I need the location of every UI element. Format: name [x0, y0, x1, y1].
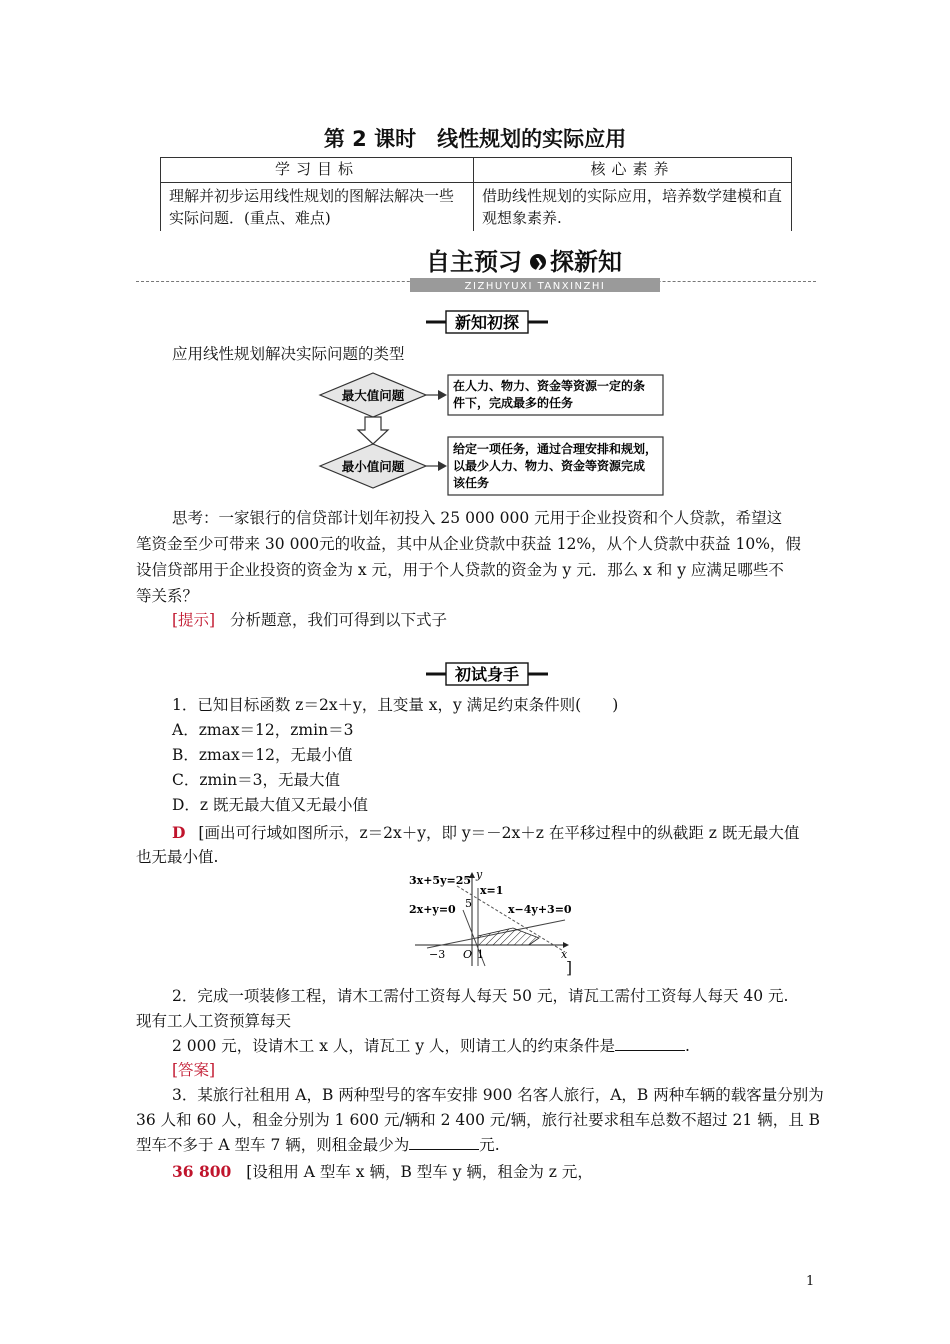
section-tag-try	[422, 662, 552, 686]
q3-line-3-text: 型车不多于 A 型车 7 辆，则租金最少为	[136, 1136, 410, 1154]
banner-main: 自主预习	[426, 248, 522, 276]
graph-label-l1: 3x+5y=25	[409, 874, 471, 887]
goals-header-1: 学习目标	[161, 158, 474, 183]
max-desc-1: 在人力、物力、资金等资源一定的条	[453, 379, 646, 393]
arrow-right-icon	[438, 390, 447, 400]
think-line-2: 笔资金至少可带来 30 000元的收益，其中从企业贷款中获益 12%，从个人贷款中获益 10%，假	[136, 535, 801, 553]
intro-text: 应用线性规划解决实际问题的类型	[172, 345, 405, 363]
goals-header-2: 核心素养	[474, 158, 792, 183]
max-desc-2: 件下，完成最多的任务	[453, 396, 574, 410]
page-title: 第 2 课时 线性规划的实际应用	[323, 127, 627, 151]
q1-explain-row	[172, 820, 799, 846]
q2-answer-blank[interactable]	[615, 1036, 685, 1051]
section-tag-new-label: 新知初探	[454, 313, 520, 332]
section-tag-new	[422, 310, 552, 334]
think-line-1: 思考：一家银行的信贷部计划年初投入 25 000 000 元用于企业投资和个人贷款，希望这	[172, 509, 783, 527]
q1-explain-2: 也无最小值.	[136, 848, 219, 866]
q2-answer-tag: [答案]	[172, 1061, 216, 1079]
q3-explain: [设租用 A 型车 x 辆，B 型车 y 辆，租金为 z 元，	[246, 1163, 593, 1181]
flow-diagram	[310, 370, 670, 500]
max-label: 最大值问题	[341, 388, 405, 403]
min-desc-2: 以最少人力、物力、资金等资源完成	[453, 459, 646, 473]
think-line-3: 设信贷部用于企业投资的资金为 x 元，用于个人贷款的资金为 y 元．那么 x 和 y 应满足哪些不	[136, 561, 784, 579]
q3-line-3	[136, 1133, 500, 1158]
q3-explain-row	[172, 1159, 593, 1185]
graph-label-l2: x=1	[480, 884, 504, 897]
q3-answer-blank[interactable]	[409, 1135, 479, 1150]
q3-answer: 36 800	[172, 1162, 232, 1181]
q2-line-1: 2．完成一项装修工程，请木工需付工资每人每天 50 元，请瓦工需付工资每人每天 40 元.	[172, 987, 789, 1005]
q1-stem: 1．已知目标函数 z＝2x＋y，且变量 x，y 满足约束条件则( )	[172, 696, 619, 714]
min-desc-3: 该任务	[453, 476, 490, 490]
feasible-region-graph	[405, 870, 575, 970]
graph-tick-1: 1	[477, 948, 484, 961]
graph-tick-5: 5	[465, 897, 472, 910]
banner-arrow: ❯	[534, 256, 545, 270]
goals-table	[160, 157, 792, 231]
section-tag-try-label: 初试身手	[454, 665, 520, 684]
q3-line-2: 36 人和 60 人，租金分别为 1 600 元/辆和 2 400 元/辆，旅行社要求租车总数不超过 21 辆，且 B	[136, 1111, 821, 1129]
q2-line-3-text: 2 000 元，设请木工 x 人，请瓦工 y 人，则请工人的约束条件是	[172, 1037, 616, 1055]
graph-y-axis: y	[476, 870, 483, 881]
graph-label-l4: x−4y+3=0	[508, 903, 572, 916]
q1-choice-c: C．zmin＝3，无最大值	[172, 771, 341, 789]
q2-line-3	[172, 1034, 690, 1059]
think-line-4: 等关系？	[136, 587, 199, 605]
q3-line-1: 3．某旅行社租用 A，B 两种型号的客车安排 900 名客人旅行，A，B 两种车辆的载客量分别为	[172, 1086, 824, 1104]
graph-origin: O	[463, 948, 473, 961]
q1-choice-b: B．zmax＝12，无最小值	[172, 746, 353, 764]
min-desc-1: 给定一项任务，通过合理安排和规划，	[453, 442, 658, 456]
banner-sub: ZIZHUYUXI TANXINZHI	[464, 281, 606, 292]
q2-line-3-end: .	[685, 1037, 690, 1055]
goals-text-2: 借助线性规划的实际应用，培养数学建模和直观想象素养.	[474, 183, 792, 232]
q1-choice-a: A．zmax＝12，zmin＝3	[172, 721, 354, 739]
section-banner	[410, 240, 660, 292]
q3-line-3-end: 元.	[479, 1136, 500, 1154]
q1-choice-d: D．z 既无最大值又无最小值	[172, 796, 369, 814]
q1-explain-1: [画出可行域如图所示，z＝2x＋y，即 y＝－2x＋z 在平移过程中的纵截距 z 既无最大值	[198, 824, 800, 842]
min-label: 最小值问题	[341, 459, 405, 474]
arrow-right-icon-2	[438, 461, 447, 471]
hint-row	[172, 608, 447, 633]
page-number: 1	[806, 1274, 815, 1289]
graph-x-axis: x	[561, 948, 568, 961]
graph-label-l3: 2x+y=0	[409, 903, 456, 916]
hint-text: 分析题意，我们可得到以下式子	[230, 611, 448, 629]
banner-main-2: 探新知	[550, 248, 622, 276]
q2-line-2: 现有工人工资预算每天	[136, 1012, 292, 1030]
graph-tick-neg3: −3	[429, 948, 446, 961]
q1-answer: D	[172, 823, 186, 842]
down-arrow	[358, 417, 388, 444]
hint-tag: [提示]	[172, 611, 216, 629]
q1-explain-close: ]	[566, 959, 573, 977]
goals-text-1: 理解并初步运用线性规划的图解法解决一些实际问题．(重点、难点)	[161, 183, 474, 232]
